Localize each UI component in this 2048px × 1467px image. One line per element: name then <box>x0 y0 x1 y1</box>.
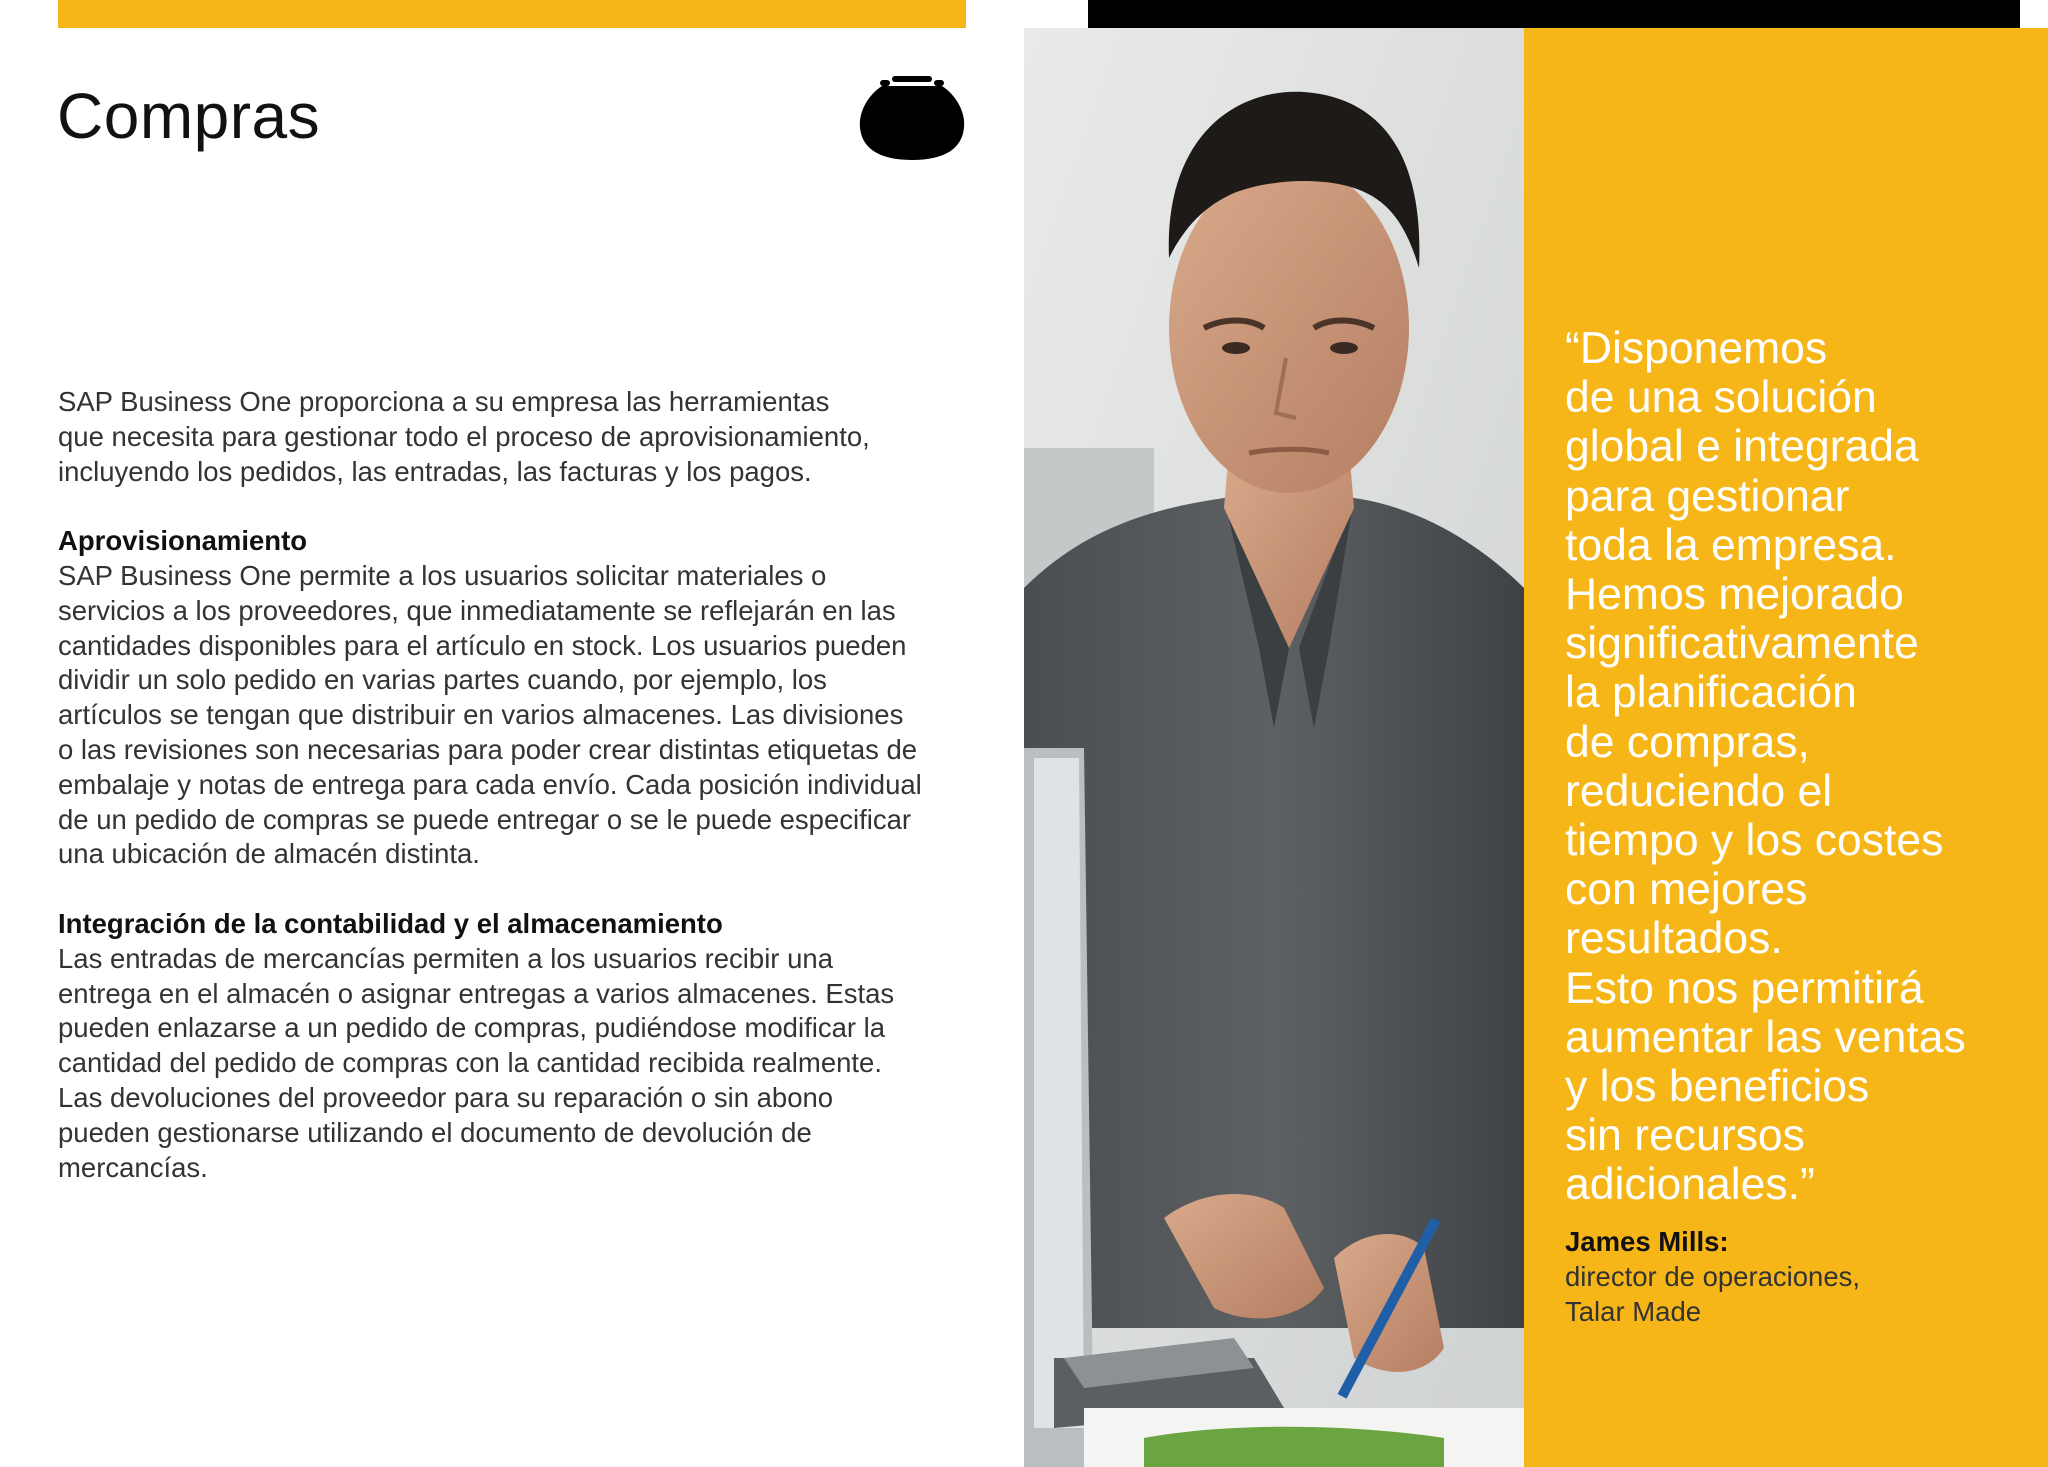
testimonial-quote: “Disponemos de una solución global e integrada para gestionar toda la empresa. Hemos mejorado significativamente la planificación de compras, reduciendo el tiempo y los costes con mejores resultados. Esto nos permitirá aumentar las ventas y los beneficios sin recursos adicionales.” <box>1565 324 1966 1210</box>
accent-bar <box>58 0 966 28</box>
black-bar <box>1088 0 2020 28</box>
section-paragraph-aprovisionamiento: SAP Business One permite a los usuarios solicitar materiales o servicios a los proveedores, que inmediatamente se reflejarán en las cantidades disponibles para el artículo en stock. Los usuarios pueden dividir un solo pedido en varias partes cuando, por ejemplo, los artículos se tengan que distribuir en varios almacenes. Las divisiones o las revisiones son necesarias para poder crear distintas etiquetas de embalaje y notas de entrega para cada envío. Cada posición individual de un pedido de compras se puede entregar o se le puede especificar una ubicación de almacén distinta. <box>58 559 922 870</box>
attribution-role: director de operaciones, Talar Made <box>1565 1261 1861 1327</box>
right-page <box>1024 0 2048 1467</box>
body-text <box>58 385 978 1220</box>
quote-attribution <box>1565 1224 2035 1329</box>
page-title: Compras <box>57 80 321 152</box>
section-paragraph-integracion: Las entradas de mercancías permiten a los usuarios recibir una entrega en el almacén o asignar entregas a varios almacenes. Estas pueden enlazarse a un pedido de compras, pudiéndose modificar la cantidad del pedido de compras con la cantidad recibida realmente. Las devoluciones del proveedor para su reparación o sin abono pueden gestionarse utilizando el documento de devolución de mercancías. <box>58 942 895 1183</box>
section-heading-integracion: Integración de la contabilidad y el almacenamiento <box>58 907 723 939</box>
man-at-laptop-photo <box>1024 28 1524 1467</box>
intro-paragraph: SAP Business One proporciona a su empresa las herramientas que necesita para gestionar todo el proceso de aprovisionamiento, incluyendo los pedidos, las entradas, las facturas y los pagos. <box>58 386 870 487</box>
coin-purse-icon <box>858 72 966 164</box>
section-heading-aprovisionamiento: Aprovisionamiento <box>58 525 308 557</box>
attribution-name: James Mills: <box>1565 1226 1729 1257</box>
